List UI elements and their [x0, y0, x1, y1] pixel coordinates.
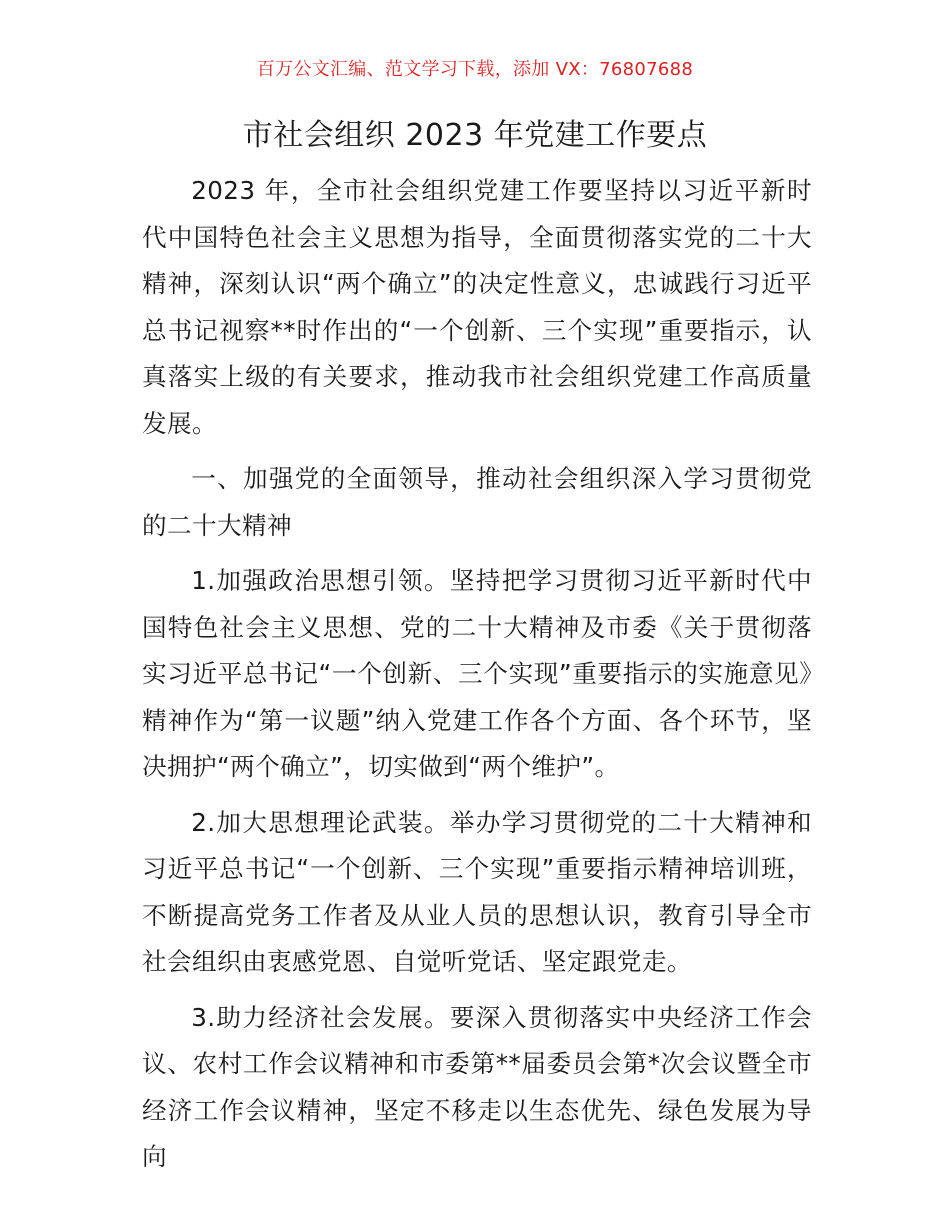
document-body: [142, 168, 812, 1190]
paragraph-intro: 2023 年，全市社会组织党建工作要坚持以习近平新时代中国特色社会主义思想为指导，全面贯彻落实党的二十大精神，深刻认识“两个确立”的决定性意义，忠诚践行习近平总书记视察**时作出的“一个创新、三个实现”重要指示，认真落实上级的有关要求，推动我市社会组织党建工作高质量发展。: [142, 176, 812, 438]
paragraph-item-1: 1.加强政治思想引领。坚持把学习贯彻习近平新时代中国特色社会主义思想、党的二十大精神及市委《关于贯彻落实习近平总书记“一个创新、三个实现”重要指示的实施意见》精神作为“第一议题”纳入党建工作各个方面、各个环节，坚决拥护“两个确立”，切实做到“两个维护”。: [142, 566, 812, 781]
paragraph-item-2: 2.加大思想理论武装。举办学习贯彻党的二十大精神和习近平总书记“一个创新、三个实现”重要指示精神培训班，不断提高党务工作者及从业人员的思想认识，教育引导全市社会组织由衷感党恩、自觉听党话、坚定跟党走。: [142, 807, 812, 976]
paragraph-item-3: 3.助力经济社会发展。要深入贯彻落实中央经济工作会议、农村工作会议精神和市委第**届委员会第*次会议暨全市经济工作会议精神，坚定不移走以生态优先、绿色发展为导向: [142, 1002, 812, 1171]
document-title: 市社会组织 2023 年党建工作要点: [242, 118, 708, 153]
header-ad-text: 百万公文汇编、范文学习下载，添加 VX：76807688: [256, 59, 694, 80]
section-heading-1: 一、加强党的全面领导，推动社会组织深入学习贯彻党的二十大精神: [142, 464, 812, 540]
